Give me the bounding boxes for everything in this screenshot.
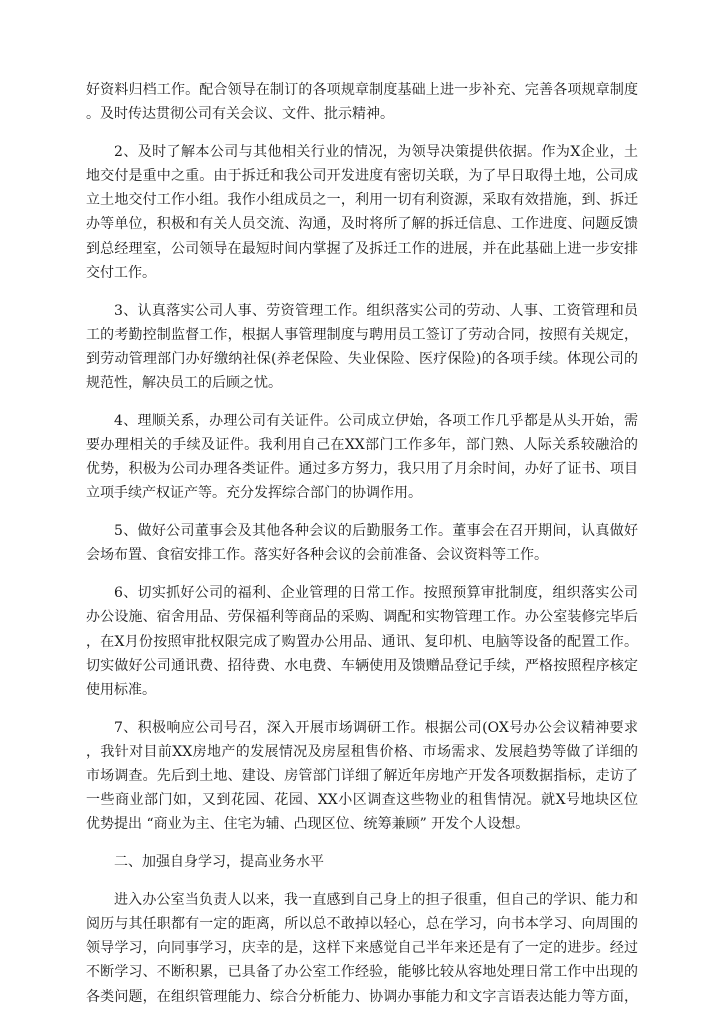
text-line: 不断学习、不断积累，已具备了办公室工作经验，能够比较从容地处理日常工作中出现的: [86, 964, 638, 980]
text-line: 规范性，解决员工的后顾之忧。: [86, 375, 282, 391]
text-line: 7、积极响应公司号召，深入开展市场调研工作。根据公司(OX号办公会议精神要求: [114, 720, 638, 736]
text-line: 阅历与其任职都有一定的距离，所以总不敢掉以轻心，总在学习，向书本学习、向周围的: [86, 916, 638, 932]
text-line: 切实做好公司通讯费、招待费、水电费、车辆使用及馈赠品登记手续，严格按照程序核定: [86, 658, 638, 674]
text-line: 要办理相关的手续及证件。我利用自己在XX部门工作多年，部门熟、人际关系较融洽的: [86, 437, 638, 453]
text-line: 领导学习，向同事学习，庆幸的是，这样下来感觉自己半年来还是有了一定的进步。经过: [86, 940, 638, 956]
text-line: 地交付是重中之重。由于拆迁和我公司开发进度有密切关联，为了早日取得土地，公司成: [86, 168, 638, 184]
section-heading: 二、加强自身学习，提高业务水平: [114, 854, 324, 870]
text-line: 市场调查。先后到土地、建设、房管部门详细了解近年房地产开发各项数据指标，走访了: [86, 768, 638, 784]
text-line: ，在X月份按照审批权限完成了购置办公用品、通讯、复印机、电脑等设备的配置工作。: [86, 634, 638, 650]
text-line: 办等单位，积极和有关人员交流、沟通，及时将所了解的拆迁信息、工作进度、问题反馈: [86, 216, 638, 232]
text-line: 。及时传达贯彻公司有关会议、文件、批示精神。: [86, 106, 394, 122]
text-line: 进入办公室当负责人以来，我一直感到自己身上的担子很重，但自己的学识、能力和: [114, 892, 638, 908]
text-line: 立项手续产权证产等。充分发挥综合部门的协调作用。: [86, 485, 422, 501]
text-line: 会场布置、食宿安排工作。落实好各种会议的会前准备、会议资料等工作。: [86, 547, 548, 563]
text-line: ，我针对目前XX房地产的发展情况及房屋租售价格、市场需求、发展趋势等做了详细的: [86, 744, 638, 760]
text-line: 优势提出 “商业为主、住宅为辅、凸现区位、统筹兼顾” 开发个人设想。: [86, 816, 530, 832]
text-line: 3、认真落实公司人事、劳资管理工作。组织落实公司的劳动、人事、工资管理和员: [114, 303, 638, 319]
text-line: 立土地交付工作小组。我作小组成员之一，利用一切有利资源，采取有效措施，到、拆迁: [86, 192, 638, 208]
text-line: 到劳动管理部门办好缴纳社保(养老保险、失业保险、医疗保险)的各项手续。体现公司的: [86, 351, 638, 367]
text-line: 使用标准。: [86, 682, 156, 698]
text-line: 优势，积极为公司办理各类证件。通过多方努力，我只用了月余时间，办好了证书、项目: [86, 461, 638, 477]
text-line: 2、及时了解本公司与其他相关行业的情况，为领导决策提供依据。作为X企业，土: [114, 144, 638, 160]
text-line: 到总经理室，公司领导在最短时间内掌握了及拆迁工作的进展，并在此基础上进一步安排: [86, 241, 638, 257]
text-line: 工的考勤控制监督工作，根据人事管理制度与聘用员工签订了劳动合同，按照有关规定，: [86, 327, 638, 343]
text-line: 办公设施、宿舍用品、劳保福利等商品的采购、调配和实物管理工作。办公室装修完毕后: [86, 609, 638, 625]
text-line: 4、理顺关系，办理公司有关证件。公司成立伊始，各项工作几乎都是从头开始，需: [114, 413, 638, 429]
text-line: 5、做好公司董事会及其他各种会议的后勤服务工作。董事会在召开期间，认真做好: [114, 523, 638, 539]
text-line: 交付工作。: [86, 265, 156, 281]
text-line: 好资料归档工作。配合领导在制订的各项规章制度基础上进一步补充、完善各项规章制度: [86, 82, 638, 98]
text-line: 6、切实抓好公司的福利、企业管理的日常工作。按照预算审批制度，组织落实公司: [114, 585, 638, 601]
text-line: 一些商业部门如，又到花园、花园、XX小区调查这些物业的租售情况。就X号地块区位: [86, 792, 638, 808]
text-line: 各类问题，在组织管理能力、综合分析能力、协调办事能力和文字言语表达能力等方面，: [86, 989, 638, 1005]
